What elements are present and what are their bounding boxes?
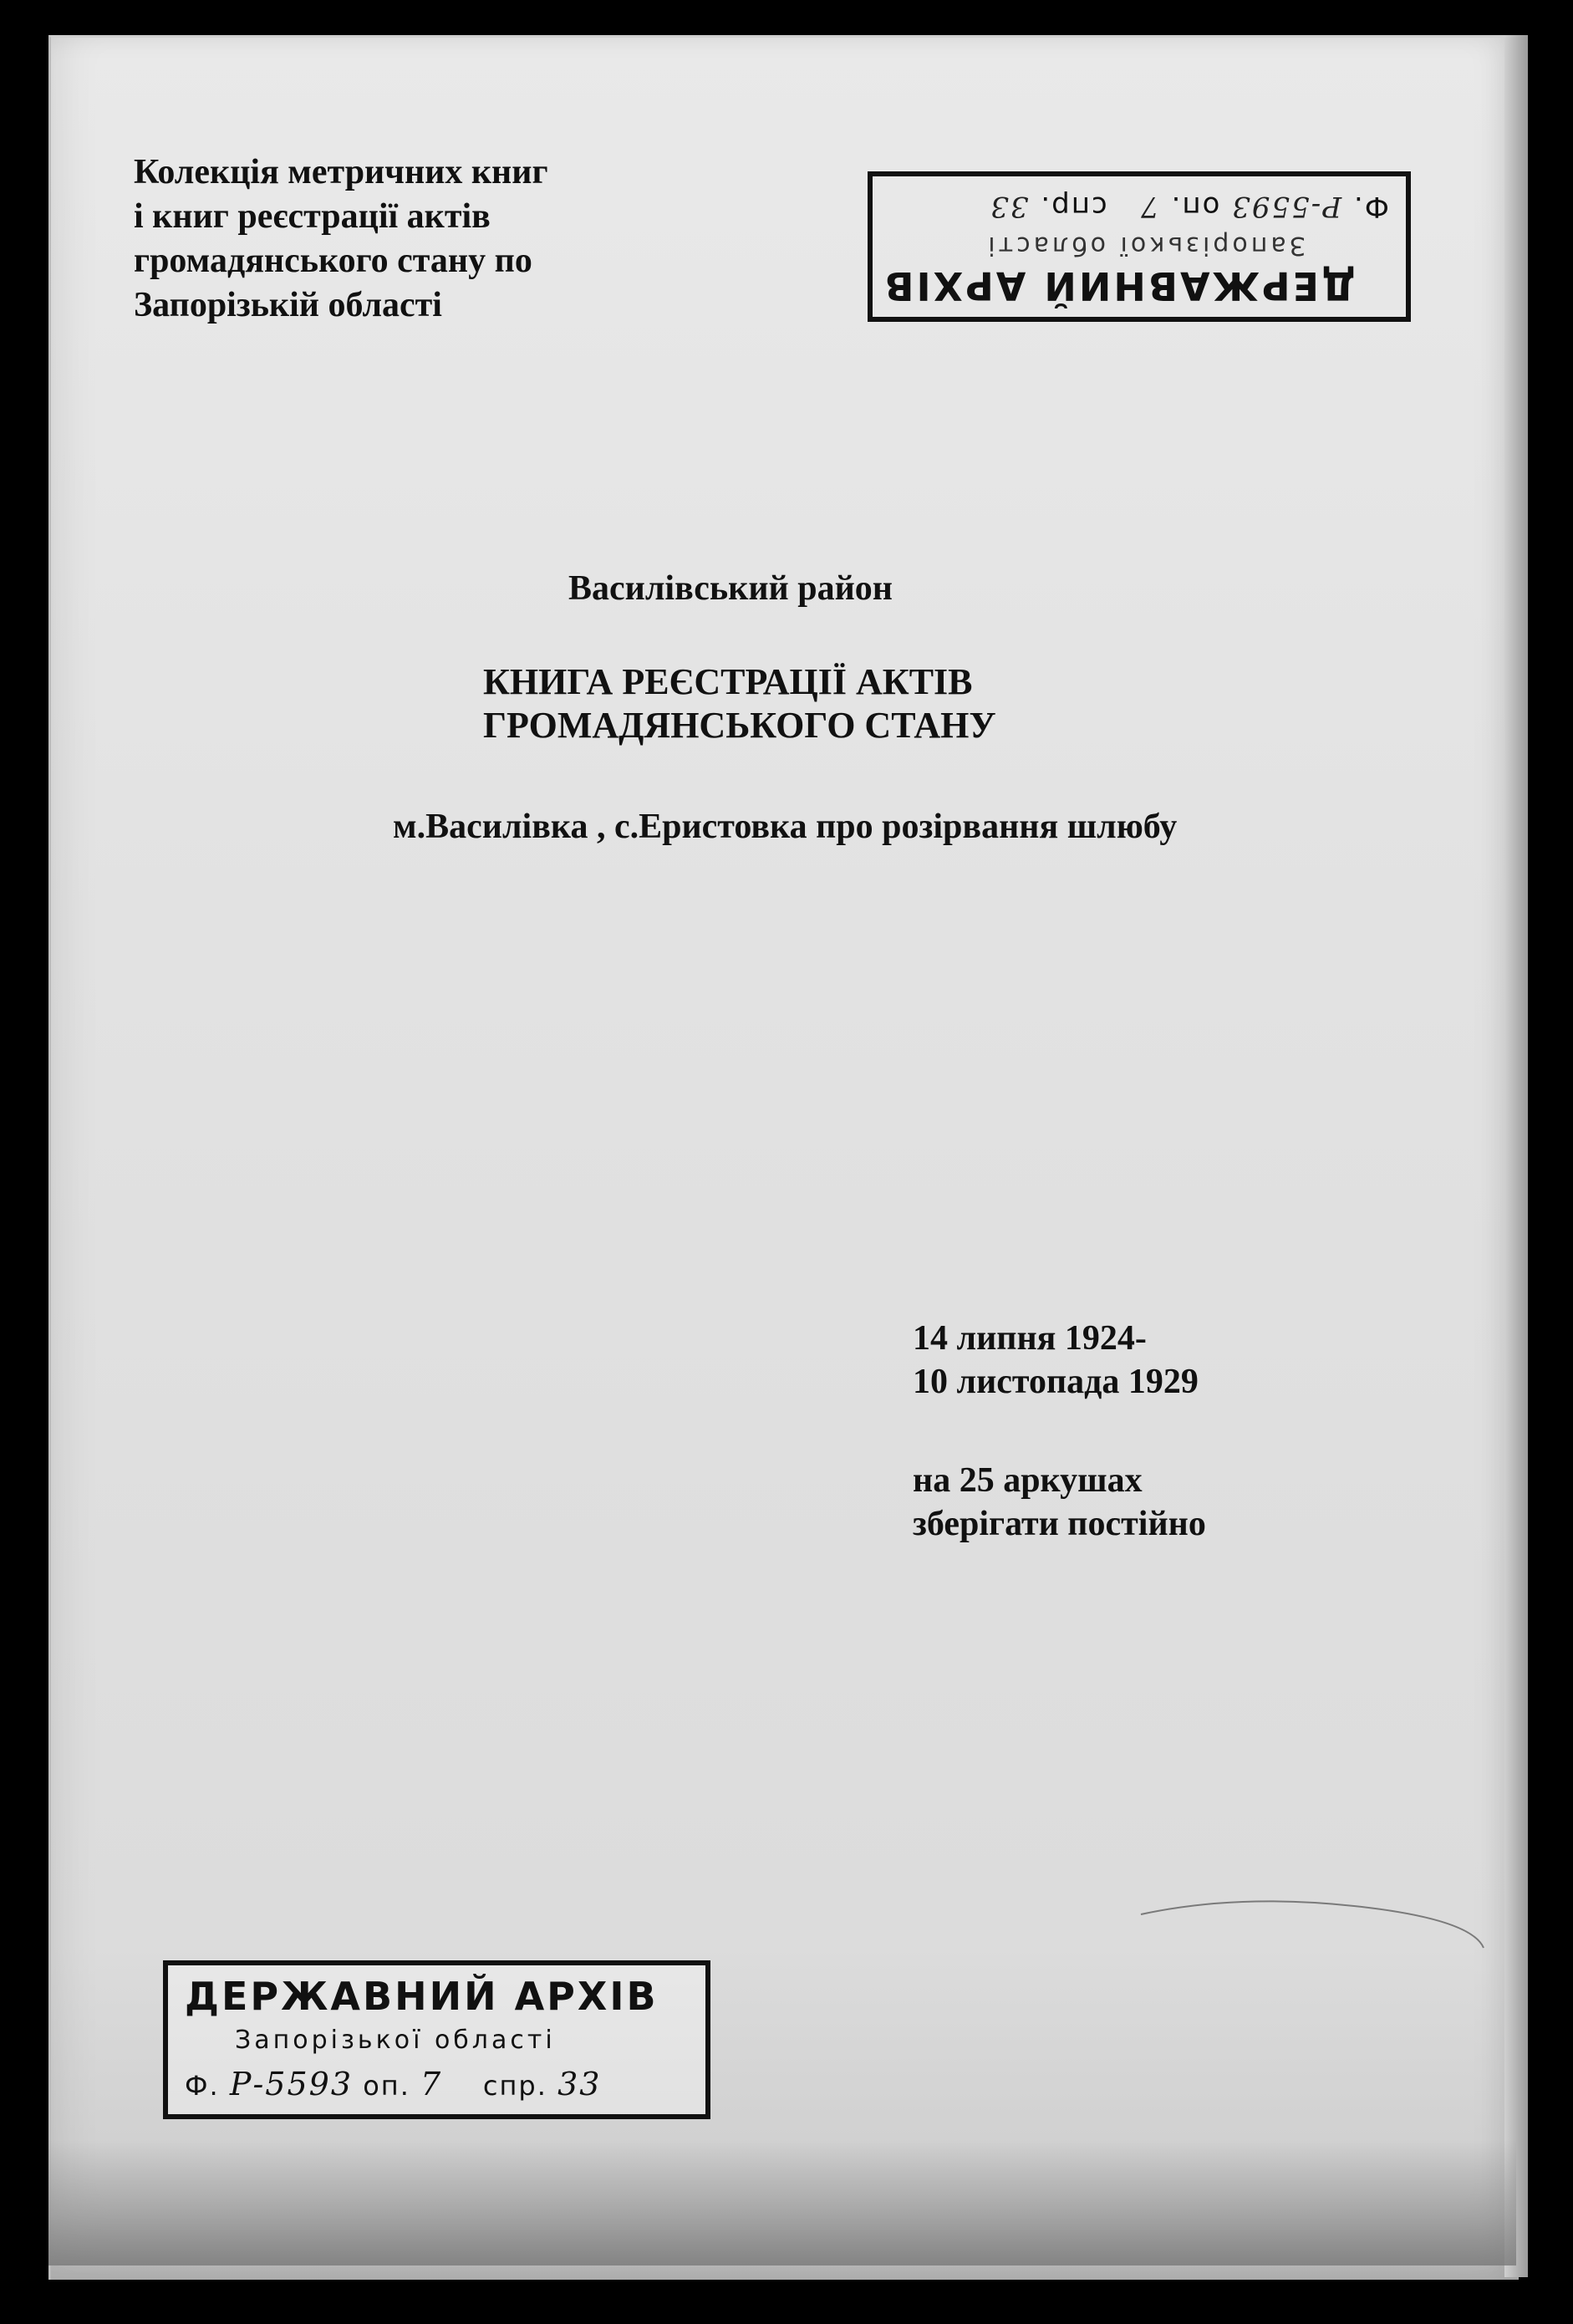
stamp-bottom-fond-prefix: Ф. (185, 2070, 220, 2102)
collection-line-4: Запорізькій області (134, 286, 442, 324)
stamp-bottom-sprava-value: 33 (557, 2066, 602, 2102)
stamp-top-opys-value: 7 (1139, 190, 1159, 223)
stamp-bottom-sprava-prefix: спр. (482, 2070, 547, 2102)
stamp-top-archive-name: ДЕРЖАВНИЙ АРХІВ (882, 263, 1356, 308)
stamp-bottom-region: Запорізької області (235, 2026, 556, 2055)
date-from: 14 липня 1924- (913, 1319, 1147, 1358)
stamp-bottom-fond-value: Р-5593 (229, 2066, 354, 2102)
book-title (483, 660, 996, 747)
stamp-top-sprava-prefix: спр. (1039, 190, 1107, 223)
stamp-bottom-archive-name: ДЕРЖАВНИЙ АРХІВ (185, 1974, 659, 2019)
stamp-bottom-opys-value: 7 (420, 2066, 443, 2102)
stamp-top-sprava-value: 33 (989, 190, 1029, 223)
stamp-bottom-opys-prefix: оп. (363, 2070, 410, 2102)
stamp-top-fond-prefix: Ф. (1352, 190, 1389, 223)
collection-line-3: громадянського стану по (134, 242, 532, 280)
book-title-line-2: ГРОМАДЯНСЬКОГО СТАНУ (483, 705, 996, 746)
stamp-top-region: Запорізької області (985, 231, 1306, 260)
date-range (913, 1317, 1199, 1404)
stamp-bottom-reference (185, 2066, 601, 2102)
page-edge-bottom (48, 2140, 1516, 2265)
archive-stamp-bottom (163, 1960, 710, 2119)
collection-header (134, 150, 548, 328)
sheet-count: на 25 аркушах (913, 1461, 1143, 1500)
retention-note: зберігати постійно (913, 1505, 1206, 1543)
book-title-line-1: КНИГА РЕЄСТРАЦІЇ АКТІВ (483, 661, 973, 702)
stamp-top-reference (989, 190, 1389, 223)
collection-line-1: Колекція метричних книг (134, 153, 548, 191)
district-title: Василівський район (568, 569, 893, 608)
date-to: 10 листопада 1929 (913, 1363, 1199, 1401)
pencil-stroke-mark (1137, 1889, 1488, 1956)
sheet-info (913, 1459, 1206, 1546)
locality-subtitle: м.Василівка , с.Еристовка про розірвання шлюбу (393, 808, 1178, 846)
stamp-top-opys-prefix: оп. (1169, 190, 1220, 223)
page-edge-right (1504, 35, 1528, 2277)
archive-stamp-top-inverted (868, 171, 1411, 322)
collection-line-2: і книг реєстрації актів (134, 197, 491, 236)
stamp-top-fond-value: Р-5593 (1230, 190, 1342, 223)
